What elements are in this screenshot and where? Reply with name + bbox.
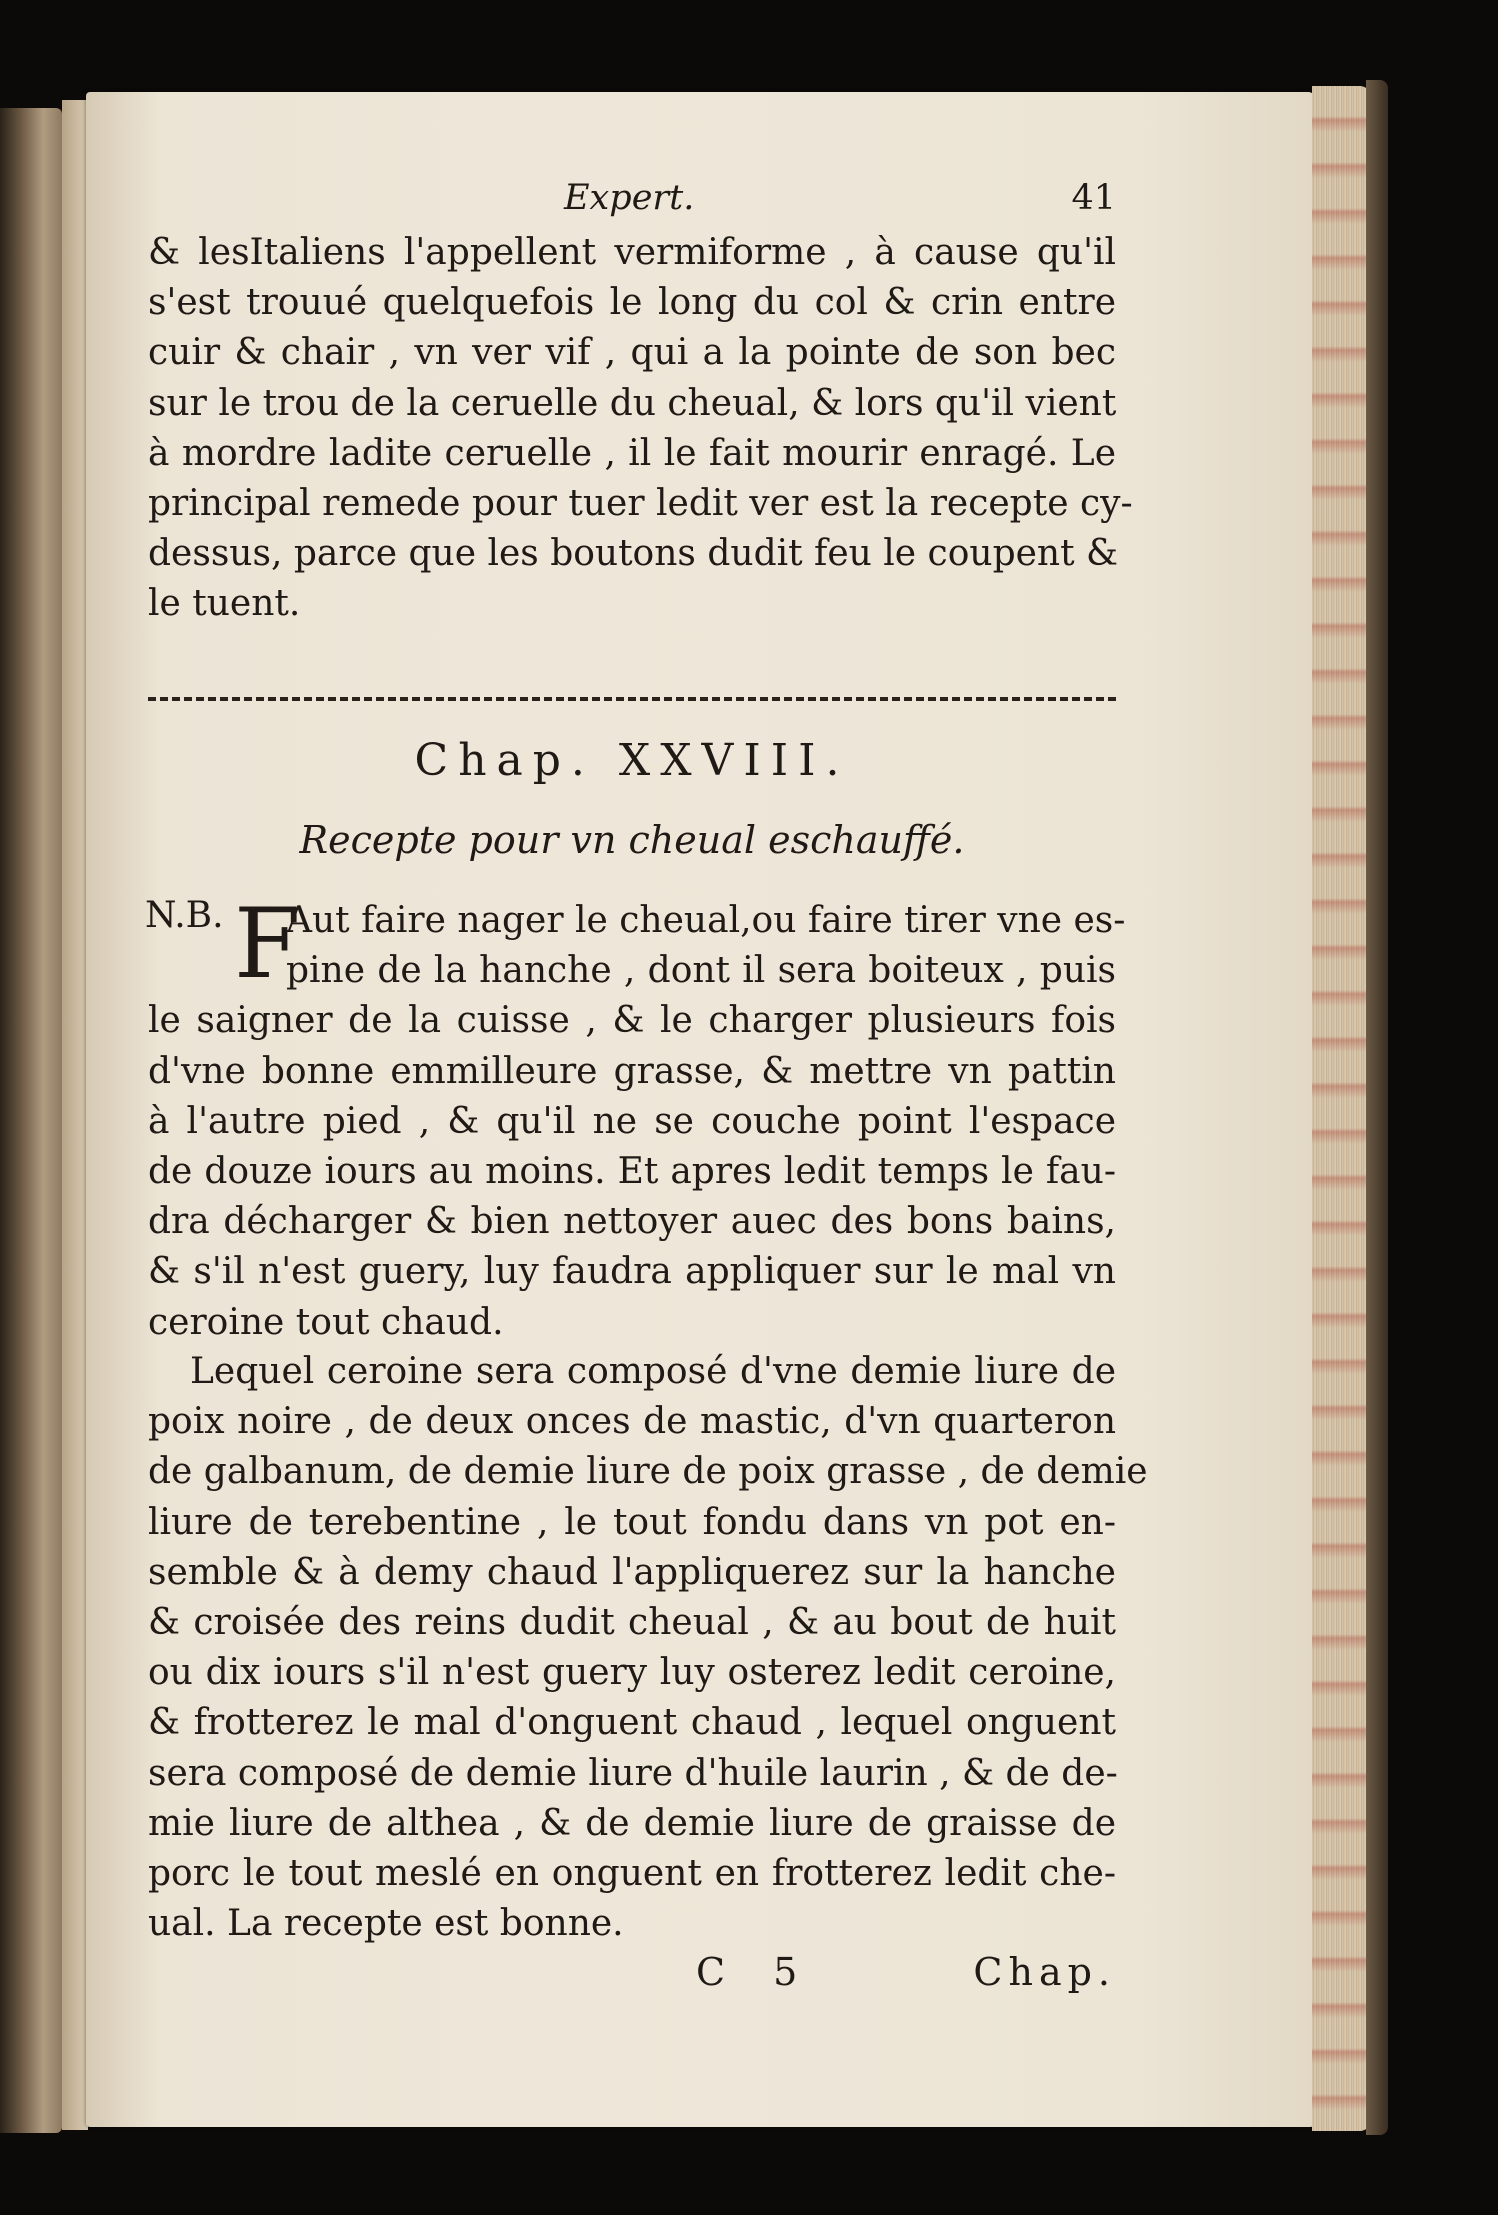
text-line: ou dix iours s'il n'est guery luy osterez ledit ceroine, — [148, 1652, 1116, 1694]
text-line: dra décharger & bien nettoyer auec des bons bains, — [148, 1201, 1116, 1243]
text-line: porc le tout meslé en onguent en frotterez ledit che- — [148, 1853, 1116, 1895]
recipe-paragraph — [148, 888, 1126, 1348]
drop-capital: F — [234, 888, 301, 1000]
page-footer — [148, 1950, 1116, 2000]
text-line: d'vne bonne emmilleure grasse, & mettre vn pattin — [148, 1050, 1116, 1092]
text-line: s'est trouué quelquefois le long du col & crin entre — [148, 282, 1116, 324]
text-line: & frotterez le mal d'onguent chaud , lequel onguent — [148, 1702, 1116, 1744]
text-line: liure de terebentine , le tout fondu dans vn pot en- — [148, 1501, 1116, 1543]
text-line: sur le trou de la ceruelle du cheual, & lors qu'il vient — [148, 382, 1117, 424]
text-line: semble & à demy chaud l'appliquerez sur la hanche — [148, 1551, 1116, 1593]
text-line: ual. La recepte est bonne. — [148, 1903, 624, 1945]
text-line: & croisée des reins dudit cheual , & au bout de huit — [148, 1602, 1116, 1644]
fore-edge — [1312, 86, 1370, 2131]
text-line: & lesItaliens l'appellent vermiforme , à cause qu'il — [148, 232, 1116, 273]
gutter-shadow — [62, 100, 88, 2130]
signature-mark: C 5 — [696, 1950, 816, 1994]
page-number: 41 — [1071, 178, 1116, 218]
text-line: principal remede pour tuer ledit ver est la recepte cy- — [148, 483, 1133, 525]
running-head — [148, 178, 1116, 228]
text-line: le saigner de la cuisse , & le charger plusieurs fois — [148, 1000, 1116, 1042]
text-line: Aut faire nager le cheual,ou faire tirer vne es- — [286, 900, 1126, 941]
text-line: de galbanum, de demie liure de poix grasse , de demie — [148, 1451, 1148, 1493]
text-line: cuir & chair , vn ver vif , qui a la pointe de son bec — [148, 332, 1116, 374]
chapter-subtitle: Recepte pour vn cheual eschauffé. — [299, 818, 965, 862]
running-head-title: Expert. — [564, 178, 695, 218]
text-line: poix noire , de deux onces de mastic, d'vn quarteron — [148, 1401, 1116, 1443]
nota-bene-mark: N.B. — [145, 895, 224, 936]
text-line: le tuent. — [148, 583, 301, 625]
ceroine-paragraph — [148, 1347, 1148, 1949]
text-line: à mordre ladite ceruelle , il le fait mourir enragé. Le — [148, 432, 1116, 474]
text-line: à l'autre pied , & qu'il ne se couche point l'espace — [148, 1100, 1116, 1142]
section-rule — [148, 697, 1116, 701]
text-line: dessus, parce que les boutons dudit feu le coupent & — [148, 533, 1119, 575]
text-line: & s'il n'est guery, luy faudra appliquer sur le mal vn — [148, 1251, 1116, 1293]
text-line: ceroine tout chaud. — [148, 1301, 504, 1343]
text-line: pine de la hanche , dont il sera boiteux , puis — [286, 950, 1116, 992]
left-page-edge — [0, 108, 62, 2133]
cover-edge — [1366, 80, 1388, 2135]
text-line: Lequel ceroine sera composé d'vne demie liure de — [190, 1351, 1116, 1392]
continuation-paragraph — [148, 228, 1133, 630]
text-line: mie liure de althea , & de demie liure de graisse de — [148, 1802, 1116, 1844]
text-line: sera composé de demie liure d'huile laurin , & de de- — [148, 1752, 1118, 1794]
text-line: de douze iours au moins. Et apres ledit temps le fau- — [148, 1151, 1116, 1193]
catchword: Chap. — [973, 1950, 1116, 1994]
chapter-heading: Chap. XXVIII. — [414, 735, 850, 786]
